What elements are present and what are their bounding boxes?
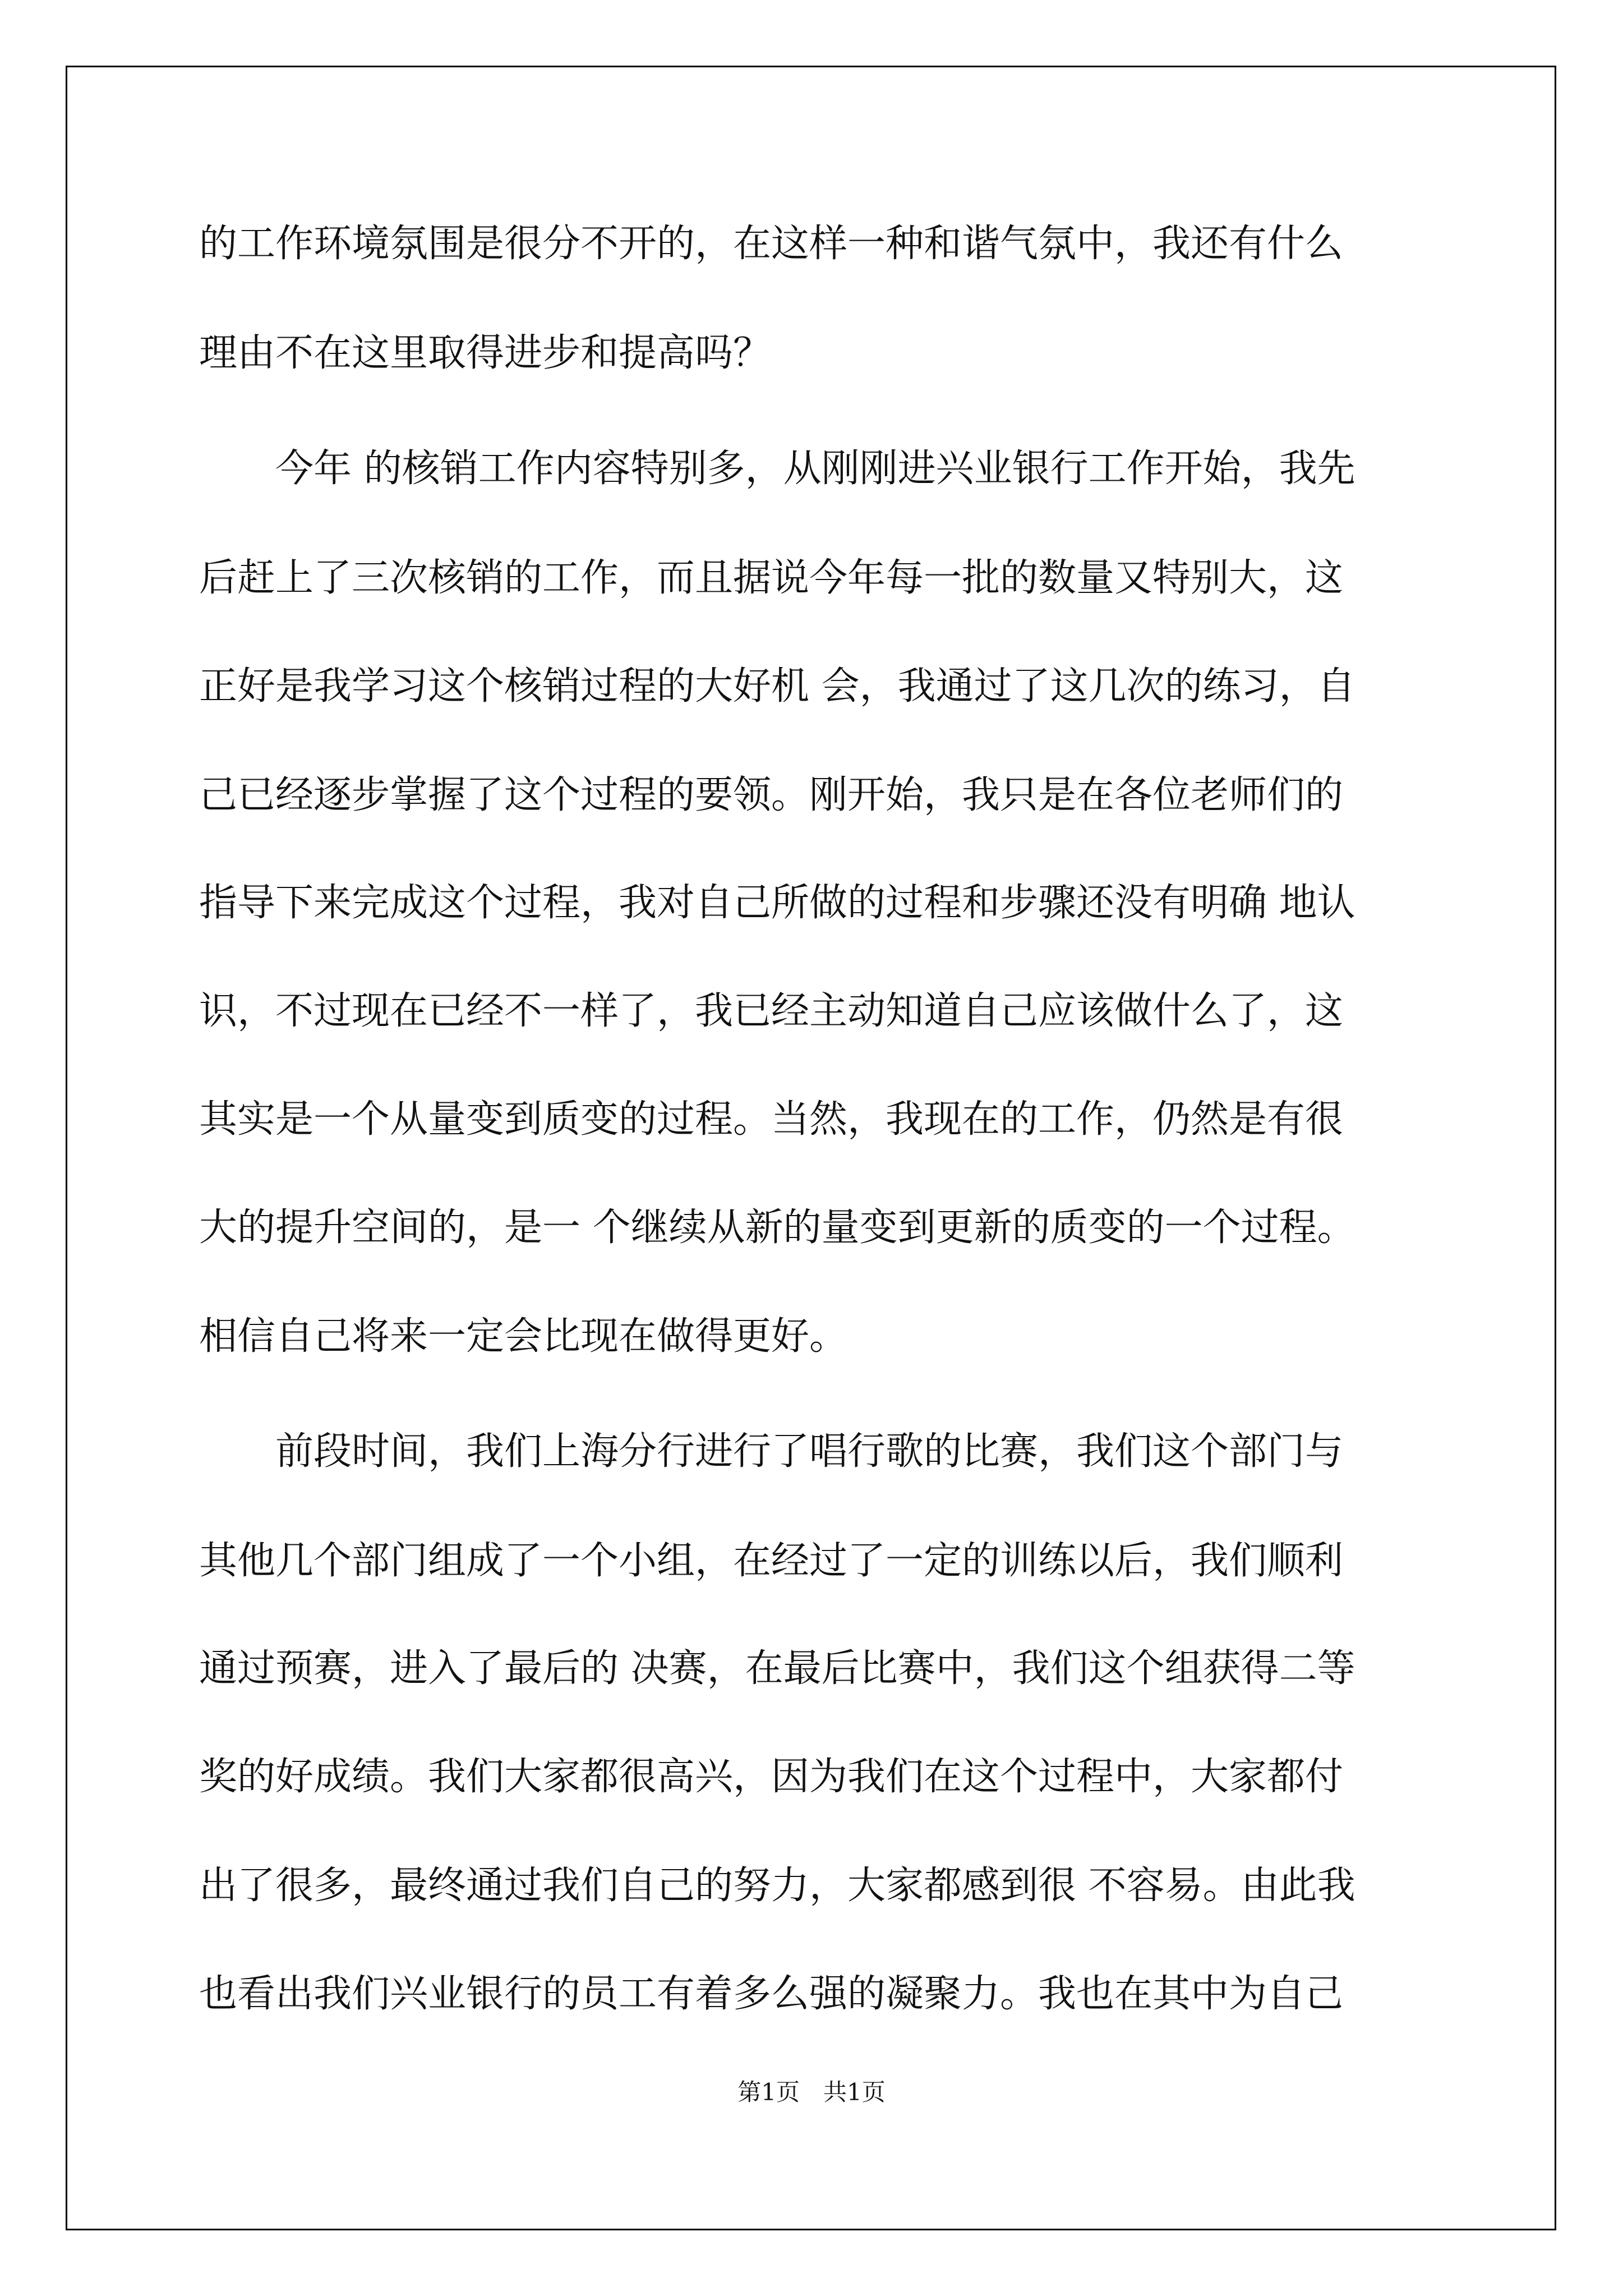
text-line: 识，不过现在已经不一样了，我已经主动知道自己应该做什么了，这 xyxy=(199,989,1344,1033)
text-line: 正好是我学习这个核销过程的大好机 会，我通过了这几次的练习，自 xyxy=(199,664,1355,708)
text-line: 理由不在这里取得进步和提高吗？ xyxy=(199,331,772,375)
text-line: 前段时间，我们上海分行进行了唱行歌的比赛，我们这个部门与 xyxy=(199,1429,1344,1474)
text-line: 出了很多，最终通过我们自己的努力，大家都感到很 不容易。由此我 xyxy=(199,1864,1355,1908)
page-number: 第1页 共1页 xyxy=(737,2078,886,2106)
text-line: 相信自己将来一定会比现在做得更好。 xyxy=(199,1314,848,1359)
text-line: 今年 的核销工作内容特别多，从刚刚进兴业银行工作开始，我先 xyxy=(199,447,1355,491)
text-line: 通过预赛，进入了最后的 决赛，在最后比赛中，我们这个组获得二等 xyxy=(199,1646,1355,1691)
text-line: 奖的好成绩。我们大家都很高兴，因为我们在这个过程中，大家都付 xyxy=(199,1755,1344,1799)
text-line: 己已经逐步掌握了这个过程的要领。刚开始，我只是在各位老师们的 xyxy=(199,773,1344,817)
text-line: 其他几个部门组成了一个小组，在经过了一定的训练以后，我们顺利 xyxy=(199,1539,1344,1583)
text-line: 大的提升空间的，是一 个继续从新的量变到更新的质变的一个过程。 xyxy=(199,1205,1355,1250)
text-line: 指导下来完成这个过程，我对自己所做的过程和步骤还没有明确 地认 xyxy=(199,881,1355,925)
text-line: 也看出我们兴业银行的员工有着多么强的凝聚力。我也在其中为自己 xyxy=(199,1972,1344,2016)
text-line: 的工作环境氛围是很分不开的，在这样一种和谐气氛中，我还有什么 xyxy=(199,222,1344,266)
text-line: 后赶上了三次核销的工作，而且据说今年每一批的数量又特别大，这 xyxy=(199,556,1344,600)
text-line: 其实是一个从量变到质变的过程。当然，我现在的工作，仍然是有很 xyxy=(199,1097,1344,1142)
